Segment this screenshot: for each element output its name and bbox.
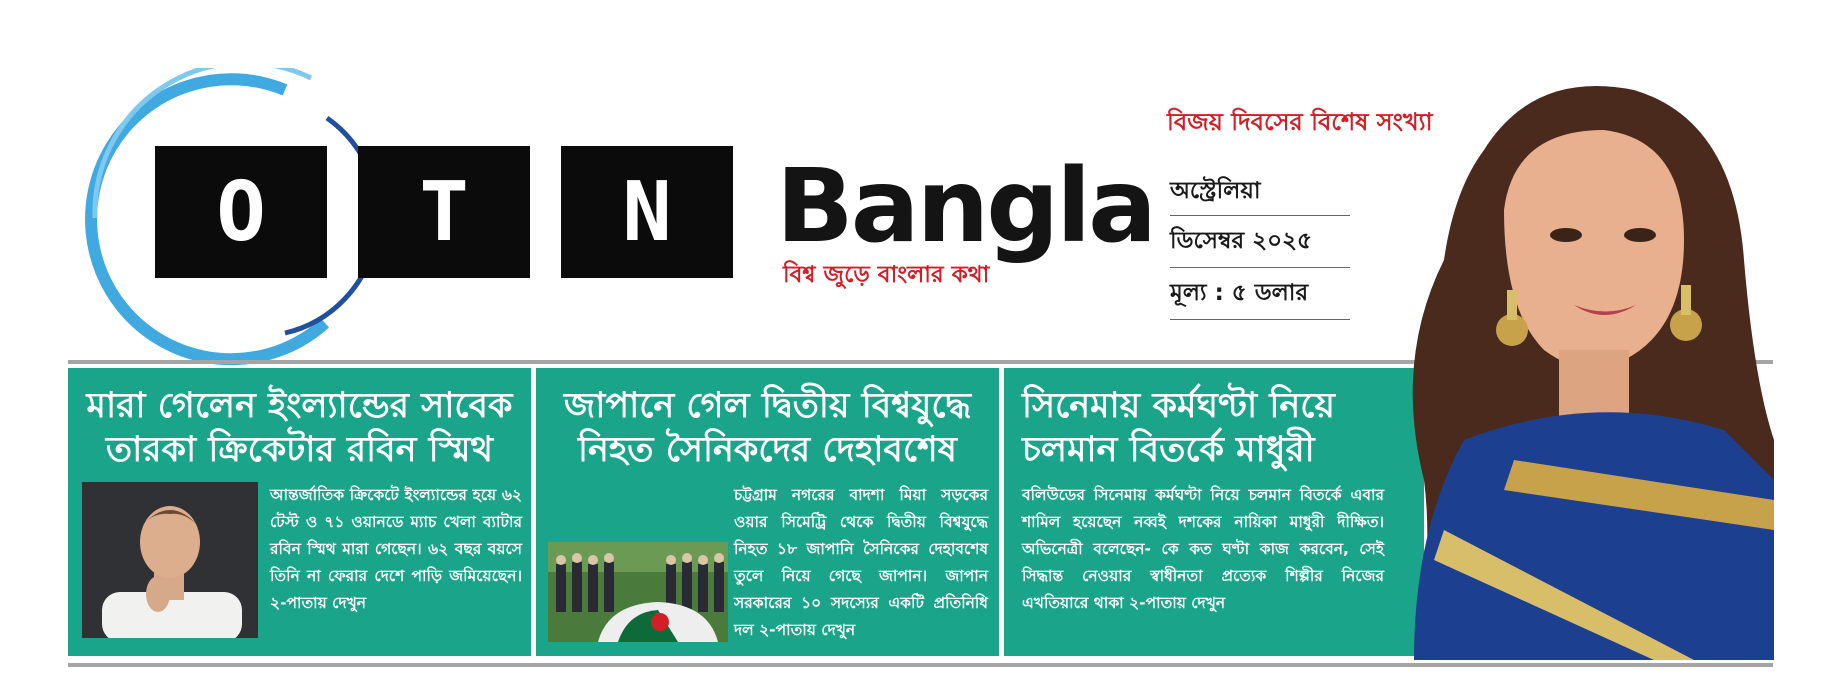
cricketer-photo bbox=[82, 482, 258, 638]
story-headline[interactable]: মারা গেলেন ইংল্যান্ডের সাবেক তারকা ক্রিকেটার রবিন স্মিথ bbox=[86, 386, 513, 470]
brand-name: Bangla bbox=[776, 147, 1154, 266]
story-body: বলিউডের সিনেমায় কর্মঘণ্টা নিয়ে চলমান বিতর্কে এবার শামিল হয়েছেন নব্বই দশকের নায়িকা মাধুরী দীক্ষিত। অভিনেত্রী বলেছেন- কে কত ঘণ্টা কাজ করবেন, সেই সিদ্ধান্ত নেওয়ার স্বাধীনতা প্রত্যেক শিল্পীর নিজের এখতিয়ারে থাকা ২-পাতায় দেখুন bbox=[1022, 486, 1384, 612]
logo-letter-o: O bbox=[155, 146, 327, 278]
logo-letter-n: N bbox=[561, 146, 733, 278]
continued-link[interactable]: ২-পাতায় দেখুন bbox=[759, 621, 856, 639]
story-body: আন্তর্জাতিক ক্রিকেটে ইংল্যান্ডের হয়ে ৬২ টেস্ট ও ৭১ ওয়ানডে ম্যাচ খেলা ব্যাটার রবিন স্মিথ মারা গেছেন। ৬২ বছর বয়সে তিনি না ফেরার দেশে পাড়ি জমিয়েছেন। ২-পাতায় দেখুন bbox=[270, 486, 522, 612]
story-cricket[interactable] bbox=[68, 368, 531, 656]
edition-price: মূল্য : ৫ ডলার bbox=[1170, 268, 1350, 320]
story-headline[interactable]: জাপানে গেল দ্বিতীয় বিশ্বযুদ্ধে নিহত সৈনিকদের দেহাবশেষ bbox=[563, 386, 972, 470]
story-body: চট্টগ্রাম নগরের বাদশা মিয়া সড়কের ওয়ার সিমেট্রি থেকে দ্বিতীয় বিশ্বযুদ্ধে নিহত ১৮ জাপানি সৈনিকের দেহাবশেষ তুলে নিয়ে গেছে জাপান। জাপান সরকারের ১০ সদস্যের একটি প্রতিনিধি দল ২-পাতায় দেখুন bbox=[734, 486, 988, 639]
tagline: বিশ্ব জুড়ে বাংলার কথা bbox=[783, 262, 990, 288]
bottom-divider bbox=[68, 663, 1773, 667]
edition-country: অস্ট্রেলিয়া bbox=[1170, 168, 1350, 216]
logo-letter-t: T bbox=[358, 146, 530, 278]
story-japan[interactable] bbox=[536, 368, 999, 656]
edition-note: বিজয় দিবসের বিশেষ সংখ্যা bbox=[1167, 108, 1433, 136]
story-headline[interactable]: সিনেমায় কর্মঘণ্টা নিয়ে চলমান বিতর্কে মাধুরী bbox=[1022, 386, 1335, 470]
edition-meta bbox=[1170, 168, 1350, 320]
continued-link[interactable]: ২-পাতায় দেখুন bbox=[1129, 594, 1226, 612]
continued-link[interactable]: ২-পাতায় দেখুন bbox=[270, 594, 367, 612]
actress-portrait bbox=[1354, 60, 1774, 660]
edition-date: ডিসেম্বর ২০২৫ bbox=[1170, 216, 1350, 268]
